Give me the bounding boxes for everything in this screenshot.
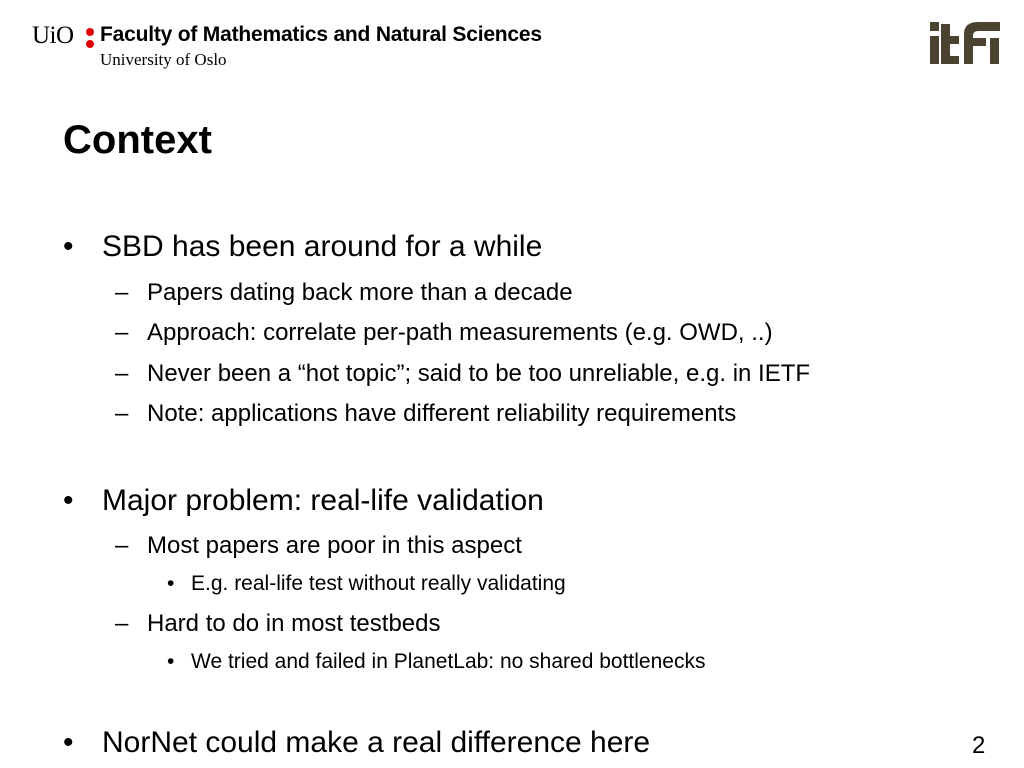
bullet-icon: •	[63, 230, 74, 263]
dash-icon: –	[115, 532, 129, 559]
sub-item: Papers dating back more than a decade	[147, 279, 573, 306]
bullet-icon: •	[167, 572, 175, 595]
slide-title: Context	[63, 118, 212, 162]
faculty-name: Faculty of Mathematics and Natural Sciences	[100, 23, 542, 46]
sub-item: Most papers are poor in this aspect	[147, 532, 522, 559]
bullet-item: Major problem: real-life validation	[102, 484, 544, 517]
uio-wordmark: UiO	[32, 22, 74, 49]
dash-icon: –	[115, 319, 129, 346]
bullet-item: SBD has been around for a while	[102, 230, 543, 263]
sub-sub-item: E.g. real-life test without really validating	[191, 572, 566, 595]
sub-item: Approach: correlate per-path measurements (e.g. OWD, ..)	[147, 319, 773, 346]
dash-icon: –	[115, 360, 129, 387]
bullet-item: NorNet could make a real difference here	[102, 726, 651, 759]
bullet-icon: •	[63, 484, 74, 517]
sub-item: Note: applications have different reliability requirements	[147, 400, 737, 427]
bullet-icon: •	[167, 650, 175, 673]
dash-icon: –	[115, 610, 129, 637]
bullet-icon: •	[63, 726, 74, 759]
sub-sub-item: We tried and failed in PlanetLab: no shared bottlenecks	[191, 650, 706, 673]
sub-item: Never been a “hot topic”; said to be too unreliable, e.g. in IETF	[147, 360, 811, 387]
dash-icon: –	[115, 279, 129, 306]
page-number: 2	[972, 732, 986, 759]
university-name: University of Oslo	[100, 50, 227, 69]
dash-icon: –	[115, 400, 129, 427]
sub-item: Hard to do in most testbeds	[147, 610, 441, 637]
